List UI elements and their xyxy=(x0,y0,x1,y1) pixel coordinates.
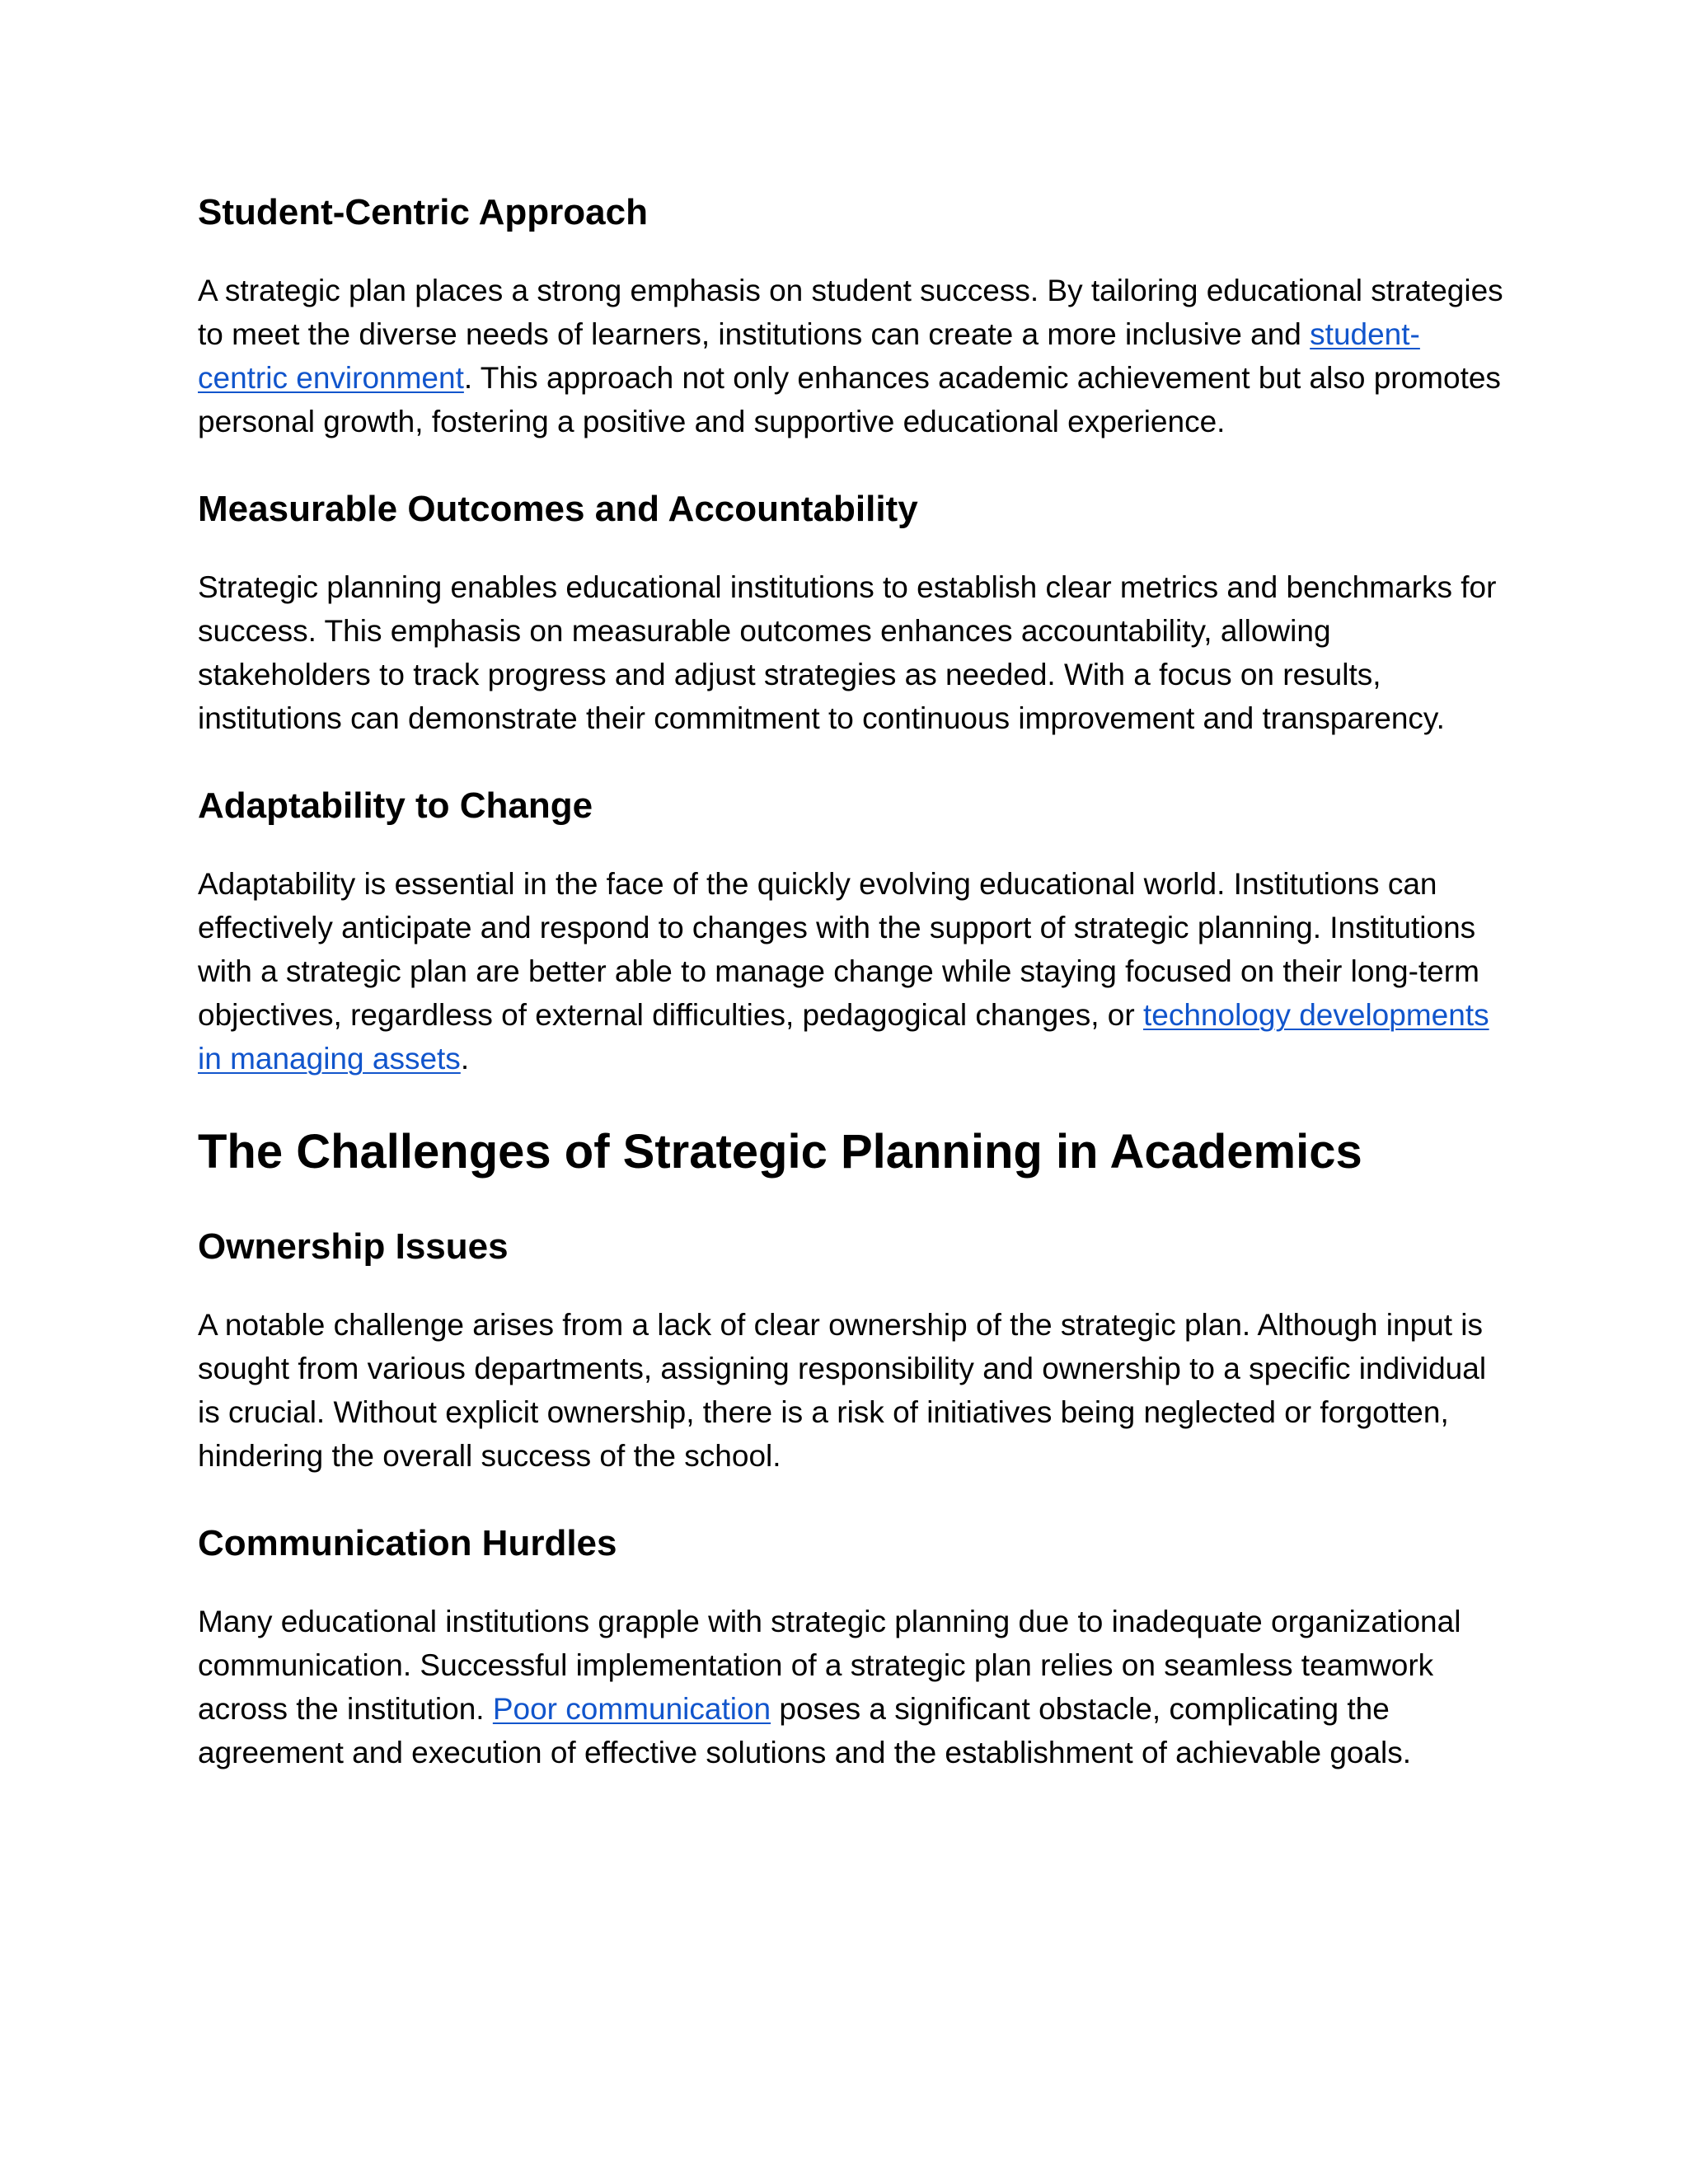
paragraph-measurable-outcomes: Strategic planning enables educational institutions to establish clear metrics and benchmarks for success. This emphasis on measurable outcomes enhances accountability, allowing stakeholders to track progress and adjust strategies as needed. With a focus on results, institutions can demonstrate their commitment to continuous improvement and transparency. xyxy=(198,570,1497,735)
paragraph-text: . xyxy=(460,1042,470,1076)
technology-developments-link[interactable]: technology developments in managing assets xyxy=(198,998,1489,1076)
heading-adaptability-to-change: Adaptability to Change xyxy=(198,785,593,826)
paragraph-student-centric xyxy=(198,269,1508,443)
paragraph-text: poses a significant obstacle, complicating the agreement and execution of effective solutions and the establishment of achievable goals. xyxy=(198,1692,1412,1769)
heading-challenges-of-strategic-planning: The Challenges of Strategic Planning in Academics xyxy=(198,1125,1362,1179)
heading-communication-hurdles: Communication Hurdles xyxy=(198,1523,617,1563)
paragraph-adaptability xyxy=(198,862,1508,1080)
heading-measurable-outcomes: Measurable Outcomes and Accountability xyxy=(198,489,918,529)
paragraph-text: Many educational institutions grapple with strategic planning due to inadequate organizational communication. Successful implementation of a strategic plan relies on seamless teamwork across the institution. xyxy=(198,1605,1461,1726)
heading-student-centric-approach: Student-Centric Approach xyxy=(198,192,648,232)
document-page xyxy=(198,190,1508,1817)
paragraph-text: . This approach not only enhances academic achievement but also promotes personal growth, fostering a positive and supportive educational experience. xyxy=(198,361,1501,438)
student-centric-environment-link[interactable]: student-centric environment xyxy=(198,317,1420,395)
paragraph-text: A strategic plan places a strong emphasis on student success. By tailoring educational strategies to meet the diverse needs of learners, institutions can create a more inclusive and xyxy=(198,274,1503,351)
poor-communication-link[interactable]: Poor communication xyxy=(492,1692,771,1726)
paragraph-communication-hurdles xyxy=(198,1600,1508,1774)
paragraph-text: Adaptability is essential in the face of the quickly evolving educational world. Institutions can effectively anticipate and respond to changes with the support of strategic planning. Institutions with a strategic plan are better able to manage change while staying focused on their long-term objectives, regardless of external difficulties, pedagogical changes, or xyxy=(198,867,1479,1032)
heading-ownership-issues: Ownership Issues xyxy=(198,1226,509,1267)
paragraph-ownership-issues: A notable challenge arises from a lack of clear ownership of the strategic plan. Although input is sought from various departments, assigning responsibility and ownership to a specific individual is crucial. Without explicit ownership, there is a risk of initiatives being neglected or forgotten, hindering the overall success of the school. xyxy=(198,1308,1487,1473)
